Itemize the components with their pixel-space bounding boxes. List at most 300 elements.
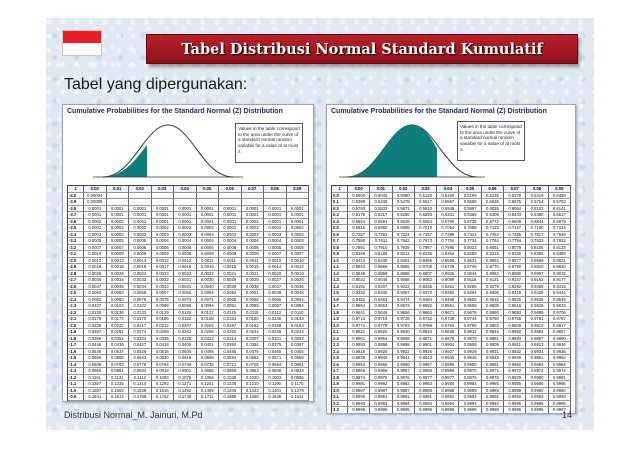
probability-cell: 0.8159 [348,251,370,258]
probability-cell: 0.0102 [129,303,152,310]
probability-cell: 0.0011 [219,258,242,265]
probability-cell [152,401,175,403]
z-value-cell: 0.6 [332,232,348,239]
probability-cell: 0.0307 [242,336,265,343]
probability-cell: 0.9991 [393,394,415,401]
probability-cell: 0.8485 [415,258,437,265]
z-value-cell: -2.8 [68,271,84,278]
probability-cell: 0.9995 [348,407,370,414]
probability-cell: 0.0002 [174,225,197,232]
probability-cell: 0.0007 [84,245,107,252]
probability-cell: 0.9429 [526,290,548,297]
probability-cell: 0.9986 [526,381,548,388]
probability-cell [242,401,265,403]
probability-cell: 0.9992 [482,394,504,401]
probability-cell: 0.0384 [242,342,265,349]
column-header: 0.07 [242,186,265,193]
probability-cell: 0.9082 [415,277,437,284]
probability-cell: 0.0013 [107,258,130,265]
probability-cell: 0.0110 [287,310,310,317]
probability-cell: 0.6591 [370,219,392,226]
slide-subtitle: Tabel yang dipergunakan: [64,76,248,93]
probability-cell: 0.1492 [174,388,197,395]
probability-cell: 0.1611 [287,394,310,401]
probability-cell: 0.9996 [415,407,437,414]
probability-cell: 0.5636 [482,199,504,206]
probability-cell: 0.1131 [107,375,130,382]
probability-cell: 0.5040 [370,193,392,200]
probability-cell: 0.9968 [415,368,437,375]
probability-cell: 0.7611 [370,238,392,245]
probability-cell: 0.9987 [348,388,370,395]
probability-cell: 0.0045 [107,284,130,291]
probability-cell: 0.9970 [459,368,481,375]
probability-cell: 0.9996 [437,407,459,414]
probability-cell: 0.9994 [437,401,459,408]
probability-cell: 0.1587 [84,388,107,395]
probability-cell: 0.9931 [482,349,504,356]
probability-cell: 0.0043 [152,284,175,291]
column-header: 0.04 [174,186,197,193]
probability-cell: 0.0005 [107,238,130,245]
probability-cell: 0.0001 [84,212,107,219]
probability-cell: 0.0314 [219,336,242,343]
probability-cell: 0.0001 [129,206,152,213]
z-value-cell: -2.5 [68,290,84,297]
probability-cell: 0.0262 [174,329,197,336]
probability-cell: 0.6443 [504,212,526,219]
probability-cell: 0.1711 [197,394,220,401]
probability-cell: 0.6664 [415,219,437,226]
probability-cell: 0.9345 [370,290,392,297]
probability-cell: 0.1762 [152,394,175,401]
probability-cell [482,414,504,415]
probability-cell: 0.9953 [348,362,370,369]
probability-cell: 0.0003 [129,232,152,239]
page-number: 14 [561,410,572,420]
probability-cell: 0.0359 [84,336,107,343]
probability-cell [264,401,287,403]
probability-cell: 0.9738 [437,316,459,323]
probability-cell: 0.5596 [459,199,481,206]
probability-cell: 0.0002 [107,219,130,226]
probability-cell [504,414,526,415]
probability-cell: 0.9864 [370,336,392,343]
probability-cell: 0.8830 [549,264,571,271]
probability-cell: 0.5517 [415,199,437,206]
probability-cell: 0.5987 [459,206,481,213]
probability-cell: 0.9207 [370,284,392,291]
probability-cell: 0.0012 [152,258,175,265]
z-value-cell: 2.0 [332,323,348,330]
probability-cell: 0.9986 [549,381,571,388]
probability-cell: 0.9984 [459,381,481,388]
probability-cell: 0.9726 [393,316,415,323]
probability-cell: 0.0526 [129,349,152,356]
probability-cell: 0.5478 [393,199,415,206]
z-value-cell: -2.2 [68,310,84,317]
probability-cell: 0.7054 [437,225,459,232]
probability-cell: 0.9706 [549,310,571,317]
probability-cell: 0.9357 [393,290,415,297]
probability-cell: 0.0019 [84,264,107,271]
z-value-cell: -1.6 [68,349,84,356]
probability-cell: 0.5753 [549,199,571,206]
probability-cell: 0.9967 [393,368,415,375]
probability-cell: 0.7852 [549,238,571,245]
probability-cell: 0.0023 [152,271,175,278]
probability-cell: 0.9817 [549,323,571,330]
probability-cell: 0.0068 [242,297,265,304]
column-header: z [68,186,84,193]
right-bell-curve-icon [327,115,576,185]
probability-cell: 0.9608 [482,303,504,310]
probability-cell: 0.6368 [459,212,481,219]
probability-cell: 0.0934 [129,368,152,375]
flag-red-band [63,31,101,43]
probability-cell: 0.9222 [393,284,415,291]
probability-cell: 0.8531 [459,258,481,265]
probability-cell: 0.9861 [348,336,370,343]
z-value-cell: 2.1 [332,329,348,336]
probability-cell: 0.1093 [152,375,175,382]
probability-cell: 0.9980 [526,375,548,382]
probability-cell: 0.7324 [393,232,415,239]
probability-cell [174,401,197,403]
z-value-cell: 0.3 [332,212,348,219]
probability-cell [459,414,481,415]
probability-cell: 0.0239 [264,329,287,336]
probability-cell: 0.7190 [526,225,548,232]
probability-cell: 0.9474 [393,297,415,304]
probability-cell: 0.9989 [482,388,504,395]
z-value-cell: -3.2 [68,245,84,252]
probability-cell: 0.9956 [393,362,415,369]
probability-cell: 0.0136 [107,310,130,317]
probability-cell: 0.1660 [242,394,265,401]
probability-cell: 0.1788 [129,394,152,401]
left-table-header [63,115,313,185]
z-value-cell: 0.4 [332,219,348,226]
probability-cell: 0.5438 [370,199,392,206]
probability-cell: 0.9641 [348,310,370,317]
probability-cell: 0.0143 [287,316,310,323]
probability-cell: 0.9649 [370,310,392,317]
probability-cell: 0.0002 [152,225,175,232]
probability-cell: 0.9993 [348,401,370,408]
probability-cell: 0.0001 [107,206,130,213]
probability-cell: 0.8770 [482,264,504,271]
z-value-cell [68,401,84,403]
z-value-cell: -1.4 [68,362,84,369]
probability-cell: 0.0170 [129,316,152,323]
probability-cell: 0.8554 [482,258,504,265]
probability-cell: 0.6879 [549,219,571,226]
probability-cell: 0.0244 [242,329,265,336]
probability-cell: 0.0052 [219,290,242,297]
probability-cell: 0.0119 [219,310,242,317]
probability-cell: 0.0281 [107,329,130,336]
probability-cell: 0.0087 [264,303,287,310]
probability-cell: 0.7019 [415,225,437,232]
probability-cell: 0.6700 [437,219,459,226]
probability-cell: 0.0537 [107,349,130,356]
probability-cell: 0.0001 [129,219,152,226]
probability-cell: 0.9993 [549,394,571,401]
probability-cell: 0.6480 [526,212,548,219]
z-value-cell: 3.1 [332,394,348,401]
probability-cell: 0.9913 [526,342,548,349]
probability-cell: 0.1056 [197,375,220,382]
probability-cell: 0.9699 [526,310,548,317]
probability-cell: 0.1423 [242,388,265,395]
probability-cell: 0.0008 [197,251,220,258]
probability-cell: 0.1292 [152,381,175,388]
probability-cell: 0.0057 [152,290,175,297]
probability-cell: 0.9884 [504,336,526,343]
probability-cell: 0.7422 [459,232,481,239]
probability-cell: 0.9772 [348,323,370,330]
probability-cell: 0.0139 [84,310,107,317]
probability-cell: 0.9992 [459,394,481,401]
probability-cell: 0.9834 [415,329,437,336]
probability-cell: 0.9948 [482,355,504,362]
probability-cell: 0.0049 [264,290,287,297]
probability-cell: 0.0013 [129,258,152,265]
probability-cell: 0.9978 [459,375,481,382]
probability-cell: 0.9916 [549,342,571,349]
probability-cell: 0.6628 [393,219,415,226]
probability-cell: 0.1401 [264,388,287,395]
right-table-title: Cumulative Probabilities for the Standard Normal (Z) Distribution [331,108,547,115]
probability-cell: 0.0721 [219,362,242,369]
probability-cell: 0.7734 [459,238,481,245]
probability-cell: 0.0003 [242,232,265,239]
probability-cell: 0.0009 [152,251,175,258]
probability-cell: 0.1314 [129,381,152,388]
probability-cell: 0.7517 [526,232,548,239]
probability-cell: 0.9979 [482,375,504,382]
probability-cell: 0.9713 [348,316,370,323]
probability-cell: 0.9115 [459,277,481,284]
probability-cell: 0.7224 [549,225,571,232]
probability-cell: 0.0869 [219,368,242,375]
probability-cell: 0.9991 [370,394,392,401]
probability-cell: 0.8264 [437,251,459,258]
probability-cell: 0.9932 [504,349,526,356]
probability-cell: 0.0392 [219,342,242,349]
probability-cell: 0.9990 [348,394,370,401]
column-header: 0.07 [504,186,526,193]
probability-cell: 0.9982 [370,381,392,388]
probability-cell: 0.9671 [437,310,459,317]
probability-cell: 0.0001 [152,219,175,226]
probability-cell: 0.8708 [415,264,437,271]
probability-cell: 0.0375 [264,342,287,349]
column-header: 0.00 [348,186,370,193]
probability-cell: 0.0294 [287,336,310,343]
probability-cell: 0.0096 [174,303,197,310]
probability-cell: 0.0001 [242,206,265,213]
probability-cell: 0.0018 [107,264,130,271]
probability-cell: 0.0066 [264,297,287,304]
probability-cell: 0.9898 [393,342,415,349]
probability-cell: 0.00003 [84,193,107,200]
column-header: 0.08 [526,186,548,193]
probability-cell: 0.0708 [242,362,265,369]
probability-cell: 0.0017 [152,264,175,271]
probability-cell: 0.9812 [526,323,548,330]
probability-cell: 0.9982 [393,381,415,388]
probability-cell: 0.9319 [549,284,571,291]
probability-cell: 0.9192 [348,284,370,291]
probability-cell: 0.0207 [174,323,197,330]
probability-cell: 0.9996 [504,407,526,414]
probability-cell: 0.0268 [152,329,175,336]
probability-cell: 0.0003 [107,232,130,239]
z-value-cell: -1.9 [68,329,84,336]
probability-cell: 0.0003 [152,232,175,239]
probability-cell: 0.0250 [219,329,242,336]
probability-cell: 0.0808 [84,362,107,369]
probability-cell: 0.0002 [197,225,220,232]
probability-cell: 0.0968 [84,368,107,375]
probability-cell: 0.9767 [549,316,571,323]
probability-cell: 0.7257 [348,232,370,239]
probability-cell: 0.0005 [242,245,265,252]
probability-cell: 0.9901 [415,342,437,349]
probability-cell: 0.0838 [264,368,287,375]
probability-cell: 0.8051 [482,245,504,252]
probability-cell: 0.0122 [197,310,220,317]
probability-cell: 0.0001 [174,219,197,226]
probability-cell: 0.9656 [393,310,415,317]
probability-cell: 0.5910 [415,206,437,213]
probability-cell: 0.0062 [84,290,107,297]
probability-cell: 0.0594 [219,355,242,362]
probability-cell: 0.0075 [152,297,175,304]
probability-cell: 0.8315 [482,251,504,258]
probability-cell: 0.9983 [415,381,437,388]
probability-cell: 0.9750 [482,316,504,323]
probability-cell: 0.1515 [152,388,175,395]
z-value-cell: -1.8 [68,336,84,343]
probability-cell: 0.9981 [549,375,571,382]
probability-cell: 0.9633 [549,303,571,310]
probability-cell: 0.6554 [348,219,370,226]
probability-cell: 0.6844 [526,219,548,226]
probability-cell: 0.1562 [107,388,130,395]
probability-cell: 0.8389 [549,251,571,258]
probability-cell: 0.8133 [549,245,571,252]
probability-cell: 0.8238 [415,251,437,258]
z-value-cell: 1.6 [332,297,348,304]
z-value-cell: 1.4 [332,284,348,291]
probability-cell: 0.0202 [197,323,220,330]
z-value-cell: 2.9 [332,381,348,388]
probability-cell: 0.1112 [129,375,152,382]
probability-cell: 0.9979 [504,375,526,382]
column-header: 0.03 [415,186,437,193]
probability-cell: 0.5871 [393,206,415,213]
probability-cell: 0.9850 [504,329,526,336]
probability-cell: 0.8888 [393,271,415,278]
probability-cell: 0.0004 [242,238,265,245]
probability-cell: 0.0446 [84,342,107,349]
z-value-cell: 0.9 [332,251,348,258]
z-value-cell: 1.7 [332,303,348,310]
probability-cell: 0.1251 [197,381,220,388]
probability-cell: 0.0010 [84,251,107,258]
probability-cell: 0.9963 [526,362,548,369]
probability-cell: 0.0030 [197,277,220,284]
probability-cell: 0.9990 [526,388,548,395]
probability-cell: 0.0351 [107,336,130,343]
probability-cell: 0.1357 [84,381,107,388]
z-value-cell: -1.2 [68,375,84,382]
probability-cell: 0.9332 [348,290,370,297]
probability-cell: 0.9678 [459,310,481,317]
probability-cell: 0.8621 [549,258,571,265]
probability-cell: 0.0233 [287,329,310,336]
probability-cell: 0.5398 [348,199,370,206]
probability-cell: 0.0418 [152,342,175,349]
probability-cell: 0.9279 [482,284,504,291]
probability-cell: 0.9995 [393,407,415,414]
probability-cell: 0.0113 [264,310,287,317]
probability-cell [415,414,437,415]
probability-cell: 0.9960 [459,362,481,369]
probability-cell: 0.0029 [219,277,242,284]
probability-cell: 0.9693 [504,310,526,317]
probability-cell: 0.7549 [549,232,571,239]
probability-cell: 0.9875 [437,336,459,343]
probability-cell: 0.9971 [482,368,504,375]
probability-cell: 0.9955 [370,362,392,369]
probability-cell: 0.9934 [526,349,548,356]
probability-cell: 0.0951 [107,368,130,375]
probability-cell: 0.0082 [84,297,107,304]
probability-cell: 0.6950 [370,225,392,232]
probability-cell: 0.9495 [437,297,459,304]
probability-cell: 0.9265 [459,284,481,291]
z-value-cell [332,414,348,415]
probability-cell: 0.5714 [526,199,548,206]
probability-cell: 0.5279 [504,193,526,200]
probability-cell: 0.0005 [84,238,107,245]
probability-cell: 0.9966 [370,368,392,375]
column-header: 0.02 [393,186,415,193]
probability-cell: 0.0080 [107,297,130,304]
z-value-cell: -3.8 [68,206,84,213]
z-value-cell: -2.0 [68,323,84,330]
probability-cell: 0.0002 [84,219,107,226]
probability-cell: 0.9452 [348,297,370,304]
flag-white-band [63,43,101,55]
probability-cell: 0.9929 [459,349,481,356]
probability-cell: 0.8980 [504,271,526,278]
probability-cell: 0.5793 [348,206,370,213]
probability-cell: 0.9992 [504,394,526,401]
probability-cell [219,401,242,403]
probability-cell: 0.0001 [197,206,220,213]
probability-cell: 0.0003 [174,232,197,239]
probability-cell: 0.9976 [393,375,415,382]
probability-cell: 0.9854 [526,329,548,336]
probability-cell: 0.9949 [504,355,526,362]
probability-cell: 0.8078 [504,245,526,252]
probability-cell: 0.0485 [219,349,242,356]
